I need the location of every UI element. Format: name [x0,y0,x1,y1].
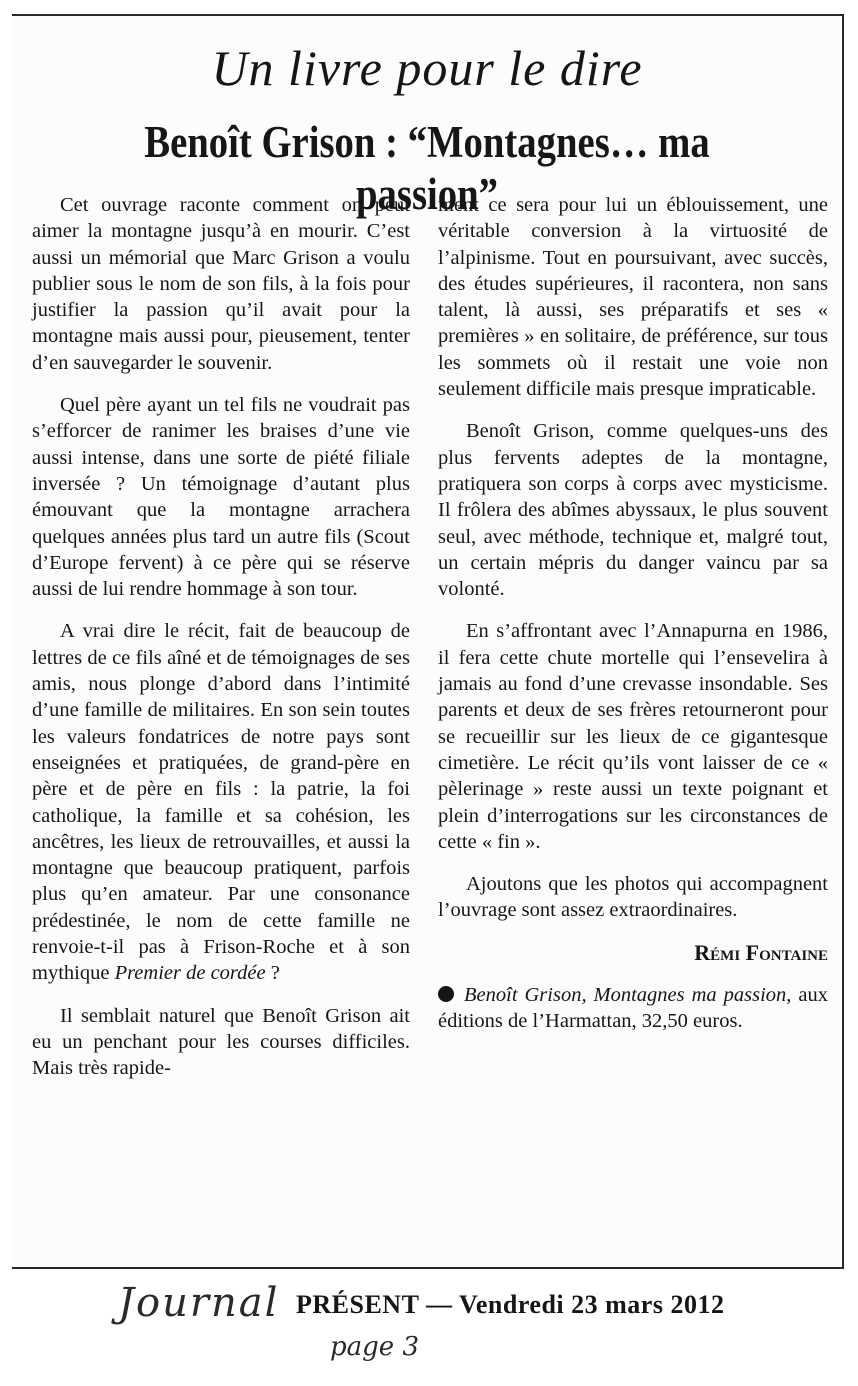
paragraph-3 [32,618,410,986]
article-headline: Benoît Grison : “Montagnes… ma passion” [144,117,710,219]
handwritten-page-note: page 3 [330,1332,419,1362]
paragraph-4-continuation: ment ce sera pour lui un éblouissement, une véritable conversion à la virtuosité de l’alpinisme. Tout en poursuivant, avec succès, des études supérieures, il racontera, non sans talent, là aussi, ses préparatifs et ses « premières » en solitaire, de préférence, sur tous les sommets où il restait une voie non seulement difficile mais presque impraticable. [438,194,828,401]
book-reference-details: , aux éditions de l’Harmattan, 32,50 euros. [438,984,828,1033]
book-reference [438,982,828,1035]
book-title-reference: Premier de cordée [114,962,266,985]
paragraph-3-end: ? [265,962,280,985]
bullet-icon [438,986,454,1002]
left-column [32,192,410,1098]
paragraph-3-text: A vrai dire le récit, fait de beaucoup de lettres de ce fils aîné et de témoignages de ses amis, nous plonge d’abord dans l’intimité d’une famille de militaires. En son sein toutes les valeurs fondatrices de notre pays sont enseignées et pratiquées, de grand-père en père et de père en fils : la patrie, la foi catholique, la famille et sa cohésion, les ancêtres, les lieux de retrouvailles, et aussi la montagne que beaucoup pratiquent, parfois plus qu’en amateur. Par une consonance prédestinée, le nom de cette famille ne renvoie-t-il pas à Frison-Roche et à son mythique [32,620,410,985]
publication-source: PRÉSENT — Vendredi 23 mars 2012 [296,1290,725,1319]
paragraph-1: Cet ouvrage raconte comment on peut aimer la montagne jusqu’à en mourir. C’est aussi un mémorial que Marc Grison a voulu publier sous le nom de son fils, à la fois pour justifier la passion qu’il avait pour la montagne mais aussi pour, pieusement, tenter d’en sauvegarder le souvenir. [32,194,410,374]
paragraph-4: Il semblait naturel que Benoît Grison ait eu un penchant pour les courses difficiles. Mais très rapide- [32,1004,410,1080]
right-column [438,192,828,1051]
article-kicker: Un livre pour le dire [211,40,643,96]
paragraph-6: En s’affrontant avec l’Annapurna en 1986, il fera cette chute mortelle qui l’ensevelira à jamais au fond d’une crevasse insondable. Ses parents et deux de ses frères retourneront pour se recueillir sur les lieux de ce gigantesque cimetière. Le récit qu’ils vont laisser de ce « pèlerinage » reste aussi un texte poignant et plein d’interrogations sur les circonstances de cette « fin ». [438,620,828,853]
book-reference-title: Benoît Grison, Montagnes ma passion [464,984,787,1007]
newspaper-clipping [12,14,844,1269]
paragraph-7: Ajoutons que les photos qui accompagnent l’ouvrage sont assez extraordinaires. [438,873,828,922]
paragraph-5: Benoît Grison, comme quelques-uns des plus fervents adeptes de la montagne, pratiquera son corps à corps avec mysticisme. Il frôlera des abîmes abyssaux, le plus souvent seul, avec méthode, technique et, malgré tout, un certain mépris du danger vaincu par sa volonté. [438,420,828,601]
handwritten-journal-label: Journal [118,1280,280,1326]
paragraph-2: Quel père ayant un tel fils ne voudrait pas s’efforcer de ranimer les braises d’une vie aussi intense, dans une sorte de piété filiale inversée ? Un témoignage d’autant plus émouvant que la montagne arrachera quelques années plus tard un autre fils (Scout d’Europe fervent) à ce père qui se réserve aussi de lui rendre hommage à son tour. [32,394,410,601]
author-signature: Rémi Fontaine [694,939,828,965]
